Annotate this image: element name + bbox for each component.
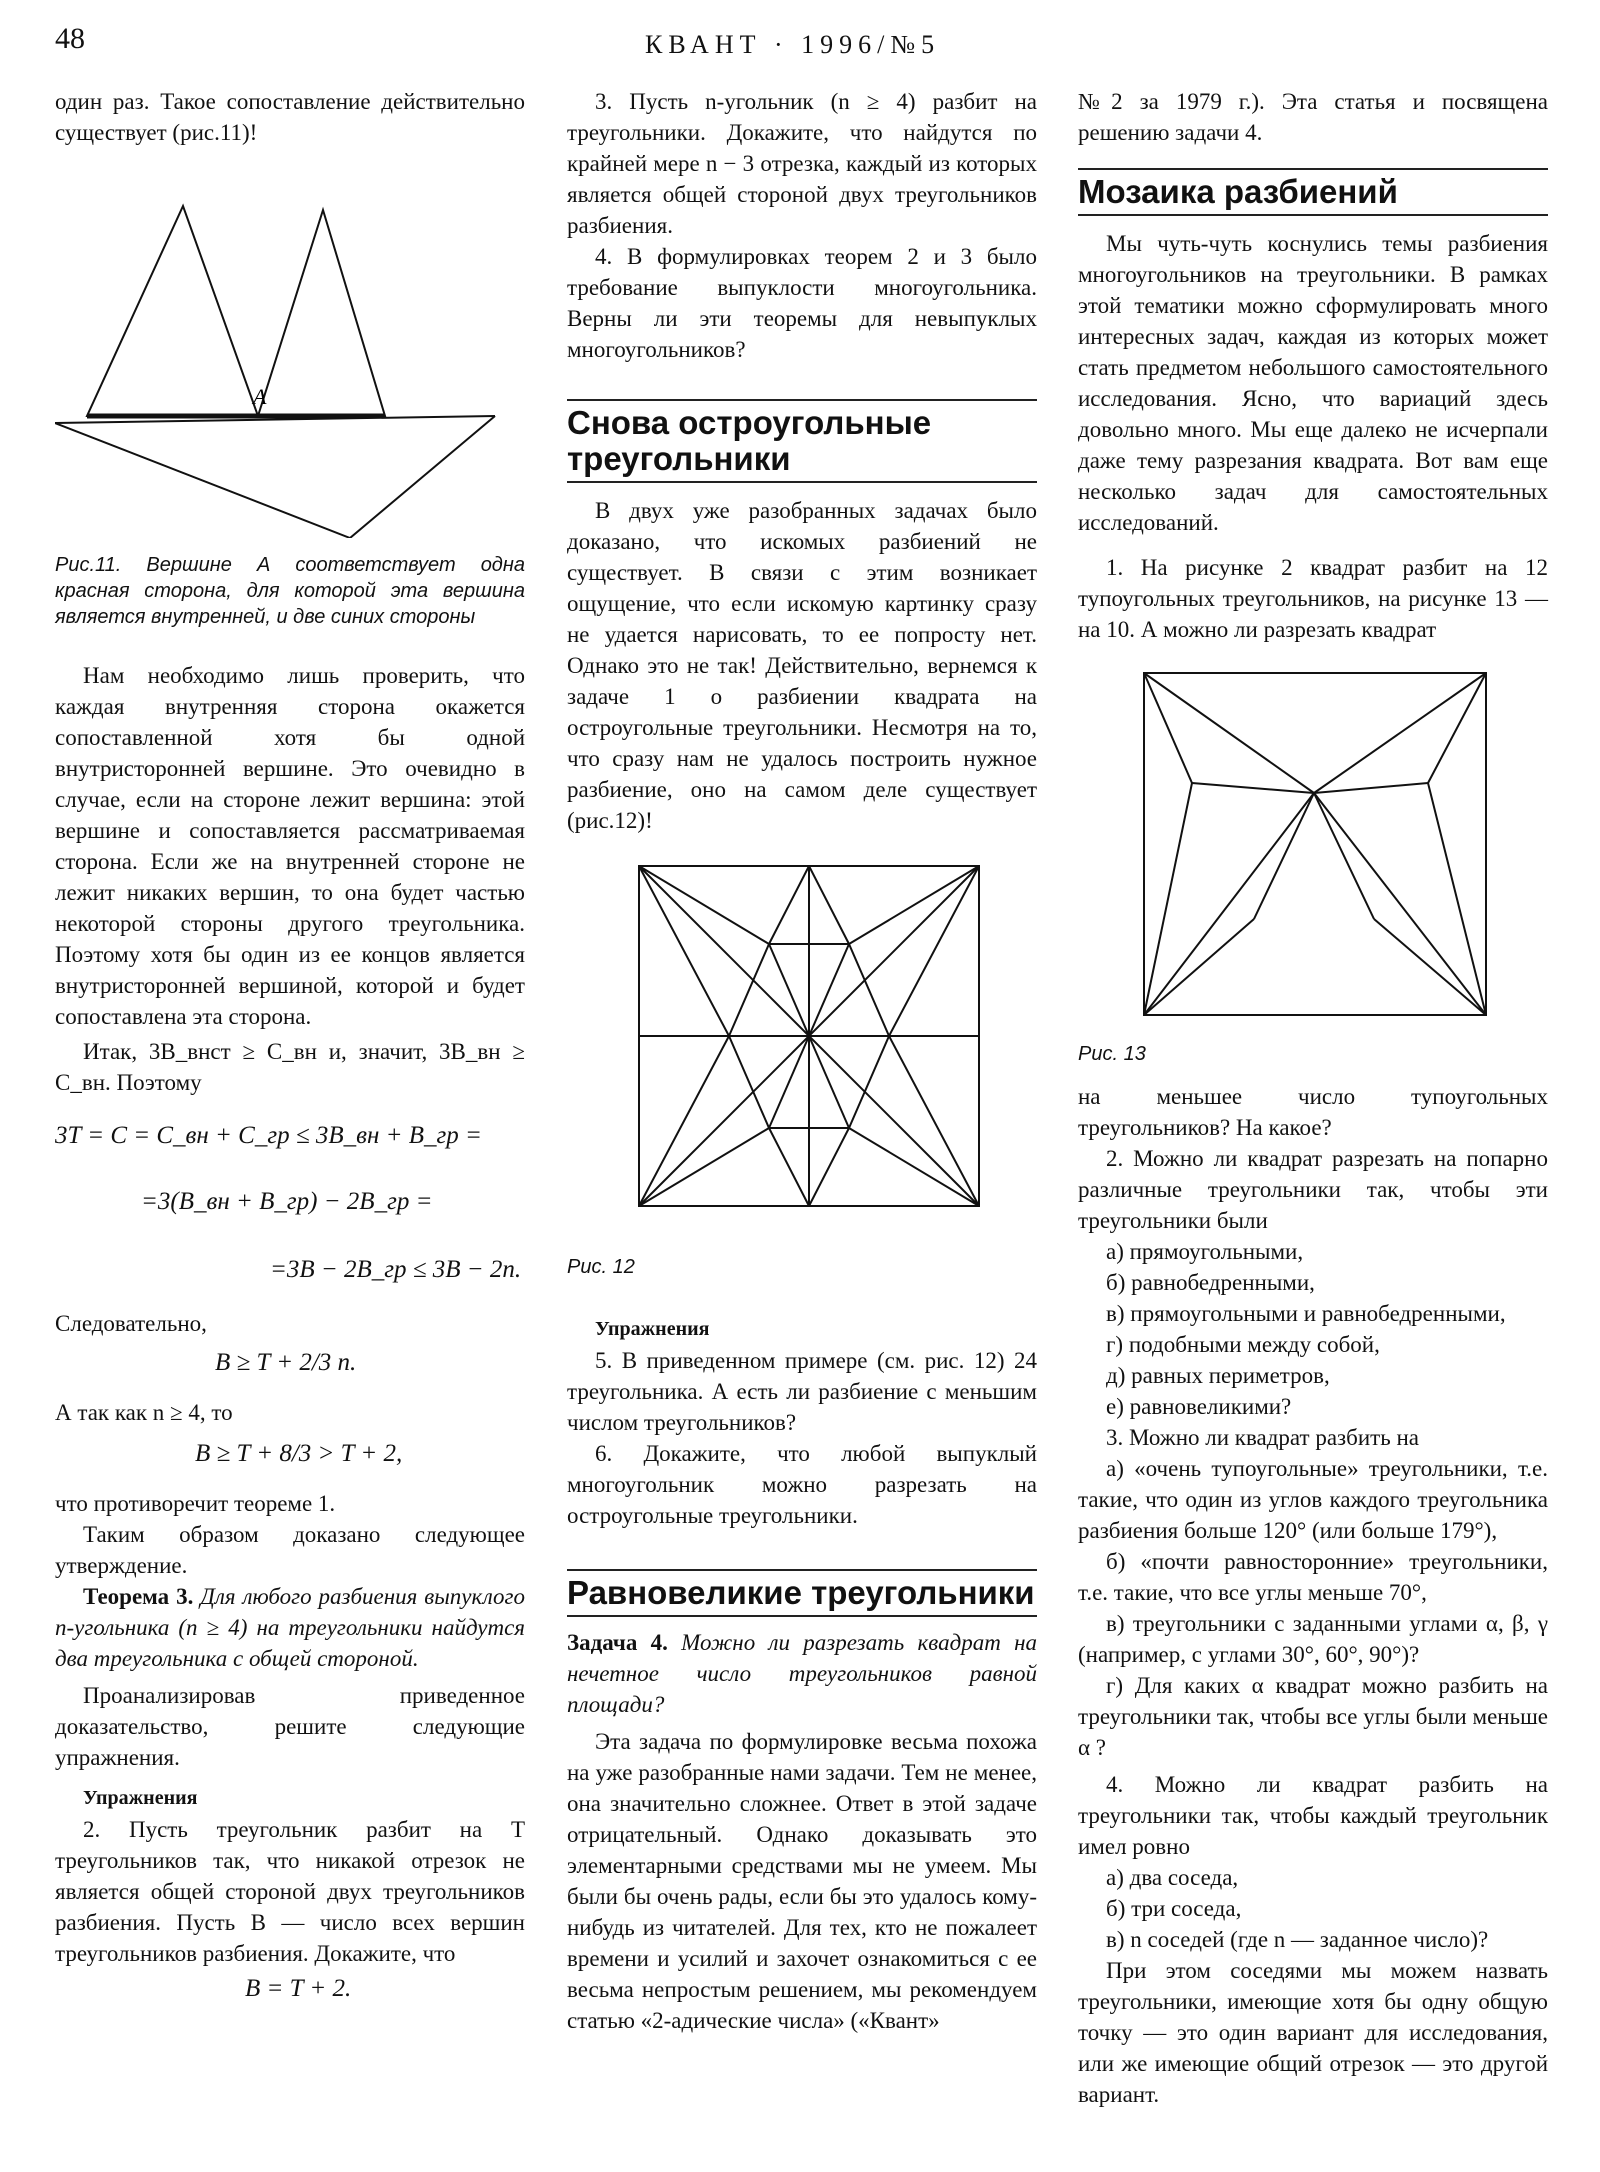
final-paragraph: При этом соседями мы можем назвать треугольники, имеющие хотя бы одну общую точку — это один вариант для исследования, или же имеющие общий отрезок — это другой вариант. [1078, 1958, 1548, 2107]
question-3a: а) «очень тупоугольные» треугольники, т.е. такие, что один из углов каждого треугольника разбиения больше 120° (или больше 179°), [1078, 1456, 1548, 1543]
question-4: 4. Можно ли квадрат разбить на треугольники так, чтобы каждый треугольник имел ровно [1078, 1772, 1548, 1859]
itak-line: Итак, 3B_внст ≥ C_вн и, значит, 3B_вн ≥ C_вн. Поэтому [55, 1039, 525, 1095]
exercise-6: 6. Докажите, что любой выпуклый многоугольник можно разрезать на остроугольные треугольники. [567, 1441, 1037, 1528]
exercise-3: 3. Пусть n-угольник (n ≥ 4) разбит на треугольники. Докажите, что найдутся по крайней мере n − 3 отрезка, каждый из которых является общей стороной двух треугольников разбиения. [567, 89, 1037, 238]
paragraph-equal-area: Эта задача по формулировке весьма похожа на уже разобранные нами задачи. Тем не менее, она значительно сложнее. Ответ в этой задаче отрицательный. Однако доказывать это элементарными средствами мы не умеем. Мы были бы очень рады, если бы это удалось кому-нибудь из читателей. Для тех, кто не пожалеет времени и усилий и захочет ознакомиться с ее весьма непростым решением, мы рекомендуем статью «2-адические числа» («Квант» [567, 1729, 1037, 2033]
column-1 [55, 86, 525, 2009]
question-3: 3. Можно ли квадрат разбить на [1106, 1425, 1419, 1450]
theorem-label: Теорема 3. [83, 1584, 194, 1609]
question-2f: е) равновеликими? [1106, 1394, 1292, 1419]
question-2b: б) равнобедренными, [1106, 1270, 1315, 1295]
question-3c: в) треугольники с заданными углами α, β, γ (например, с углами 30°, 60°, 90°)? [1078, 1611, 1548, 1667]
paragraph-proof: Нам необходимо лишь проверить, что каждая внутренняя сторона окажется сопоставленной хотя бы одной внутристоронней вершине. Это очевидно в случае, если на стороне лежит вершина: этой вершине и сопоставляется рассматриваемая сторона. Если же на внутренней стороне не лежит никаких вершин, то она будет частью некоторой стороны другого треугольника. Поэтому хотя бы один из ее концов является внутристоронней вершиной, которой и будет сопоставлена эта сторона. [55, 663, 525, 1029]
column-3 [1078, 86, 1548, 2110]
equation-4: B ≥ T + 2/3 n. [215, 1349, 357, 1376]
equation-3: =3B − 2B_гр ≤ 3B − 2n. [270, 1256, 522, 1283]
question-4b: б) три соседа, [1106, 1896, 1242, 1921]
question-3b: б) «почти равносторонние» треугольники, т.е. такие, что все углы меньше 70°, [1078, 1549, 1548, 1605]
question-4a: а) два соседа, [1106, 1865, 1239, 1890]
equation-block-1 [55, 1098, 525, 1308]
theorem-text: Для любого разбиения выпуклого n-угольника (n ≥ 4) на треугольники найдутся два треугольника с общей стороной. [55, 1584, 526, 1671]
task-4 [567, 1627, 1037, 1720]
fig11-vertex-label: A [253, 384, 267, 409]
figure-11-caption: Рис.11. Вершине А соответствует одна красная сторона, для которой эта вершина является внутренней, и две синих стороны [55, 554, 525, 628]
sled-text: Следовательно, [55, 1311, 207, 1336]
question-2e: д) равных периметров, [1106, 1363, 1330, 1388]
equation-1: 3T = C = C_вн + C_гр ≤ 3B_вн + B_гр = [55, 1122, 482, 1149]
page-header [55, 22, 1545, 72]
paragraph-mosaic: Мы чуть-чуть коснулись темы разбиения многоугольников на треугольники. В рамках этой тематики можно сформулировать много интересных задач, каждая из которых может стать предметом небольшого самостоятельного исследования. Ясно, что вариаций здесь довольно много. Мы еще далеко не исчерпали даже тему разрезания квадрата. Вот вам еще несколько задач для самостоятельных исследований. [1078, 231, 1548, 535]
fig11-right-triangle [258, 210, 385, 416]
question-3d: г) Для каких α квадрат можно разбить на треугольники так, чтобы все углы были меньше α ? [1078, 1673, 1548, 1760]
paragraph-acute: В двух уже разобранных задачах было доказано, что искомых разбиений не существует. В связи с этим возникает ощущение, что если искомую картинку сразу не удается нарисовать, то ее попросту нет. Однако это не так! Действительно, вернемся к задаче 1 о разбиении квадрата на остроугольные треугольники. Несмотря на то, что сразу нам не удалось построить нужное разбиение, оно на самом деле существует (рис.12)! [567, 498, 1037, 833]
figure-12 [567, 860, 1037, 1240]
exercise-2: 2. Пусть треугольник разбит на T треугольников так, что никакой отрезок не является общей стороной двух треугольников разбиения. Пусть B — число всех вершин треугольников разбиения. Докажите, что [55, 1817, 525, 1966]
journal-title: КВАНТ · 1996/№5 [645, 30, 941, 59]
theorem-3 [55, 1581, 525, 1674]
intro-text: один раз. Такое сопоставление действительно существует (рис.11)! [55, 89, 525, 145]
equation-2: =3(B_вн + B_гр) − 2B_гр = [141, 1188, 433, 1215]
exercise-4: 4. В формулировках теорем 2 и 3 было требование выпуклости многоугольника. Верны ли эти теоремы для невыпуклых многоугольников? [567, 244, 1037, 362]
fig11-left-triangle [87, 206, 258, 416]
figure-13-caption: Рис. 13 [1078, 1043, 1146, 1065]
fig13-square [1144, 673, 1486, 1015]
task-label: Задача 4. [567, 1630, 668, 1655]
question-1-cont: на меньшее число тупоугольных треугольников? На какое? [1078, 1084, 1548, 1140]
equation-5: B ≥ T + 8/3 > T + 2, [195, 1440, 403, 1467]
equation-6: B = T + 2. [245, 1975, 352, 2002]
page-number: 48 [55, 22, 85, 55]
figure-13 [1078, 665, 1548, 1035]
task-text: Можно ли разрезать квадрат на нечетное число треугольников равной площади? [567, 1630, 1038, 1717]
contradiction-text: что противоречит теореме 1. [55, 1491, 336, 1516]
analyze-text: Проанализировав приведенное доказательство, решите следующие упражнения. [55, 1683, 525, 1770]
question-2c: в) прямоугольными и равнобедренными, [1106, 1301, 1506, 1326]
question-2: 2. Можно ли квадрат разрезать на попарно различные треугольники так, чтобы эти треугольники были [1078, 1146, 1548, 1233]
section-title-mosaic: Мозаика разбиений [1078, 168, 1548, 216]
thus-text: Таким образом доказано следующее утверждение. [55, 1522, 525, 1578]
exercises-heading-2: Упражнения [595, 1318, 710, 1340]
atak-text: А так как n ≥ 4, то [55, 1400, 233, 1425]
question-4c: в) n соседей (где n — заданное число)? [1106, 1927, 1489, 1952]
figure-11 [55, 158, 525, 538]
continuation-text: №2 за 1979 г.). Эта статья и посвящена решению задачи 4. [1078, 89, 1548, 145]
question-1: 1. На рисунке 2 квадрат разбит на 12 тупоугольных треугольников, на рисунке 13 — на 10. А можно ли разрезать квадрат [1078, 555, 1548, 642]
exercises-heading-1: Упражнения [83, 1787, 198, 1809]
figure-12-caption: Рис. 12 [567, 1256, 635, 1278]
section-title-equal-area: Равновеликие треугольники [567, 1569, 1037, 1617]
question-2a: а) прямоугольными, [1106, 1239, 1304, 1264]
exercise-5: 5. В приведенном примере (см. рис. 12) 24 треугольника. А есть ли разбиение с меньшим числом треугольников? [567, 1348, 1037, 1435]
section-title-acute: Снова остроугольные треугольники [567, 399, 1037, 483]
question-2d: г) подобными между собой, [1106, 1332, 1380, 1357]
column-2 [567, 86, 1037, 2036]
